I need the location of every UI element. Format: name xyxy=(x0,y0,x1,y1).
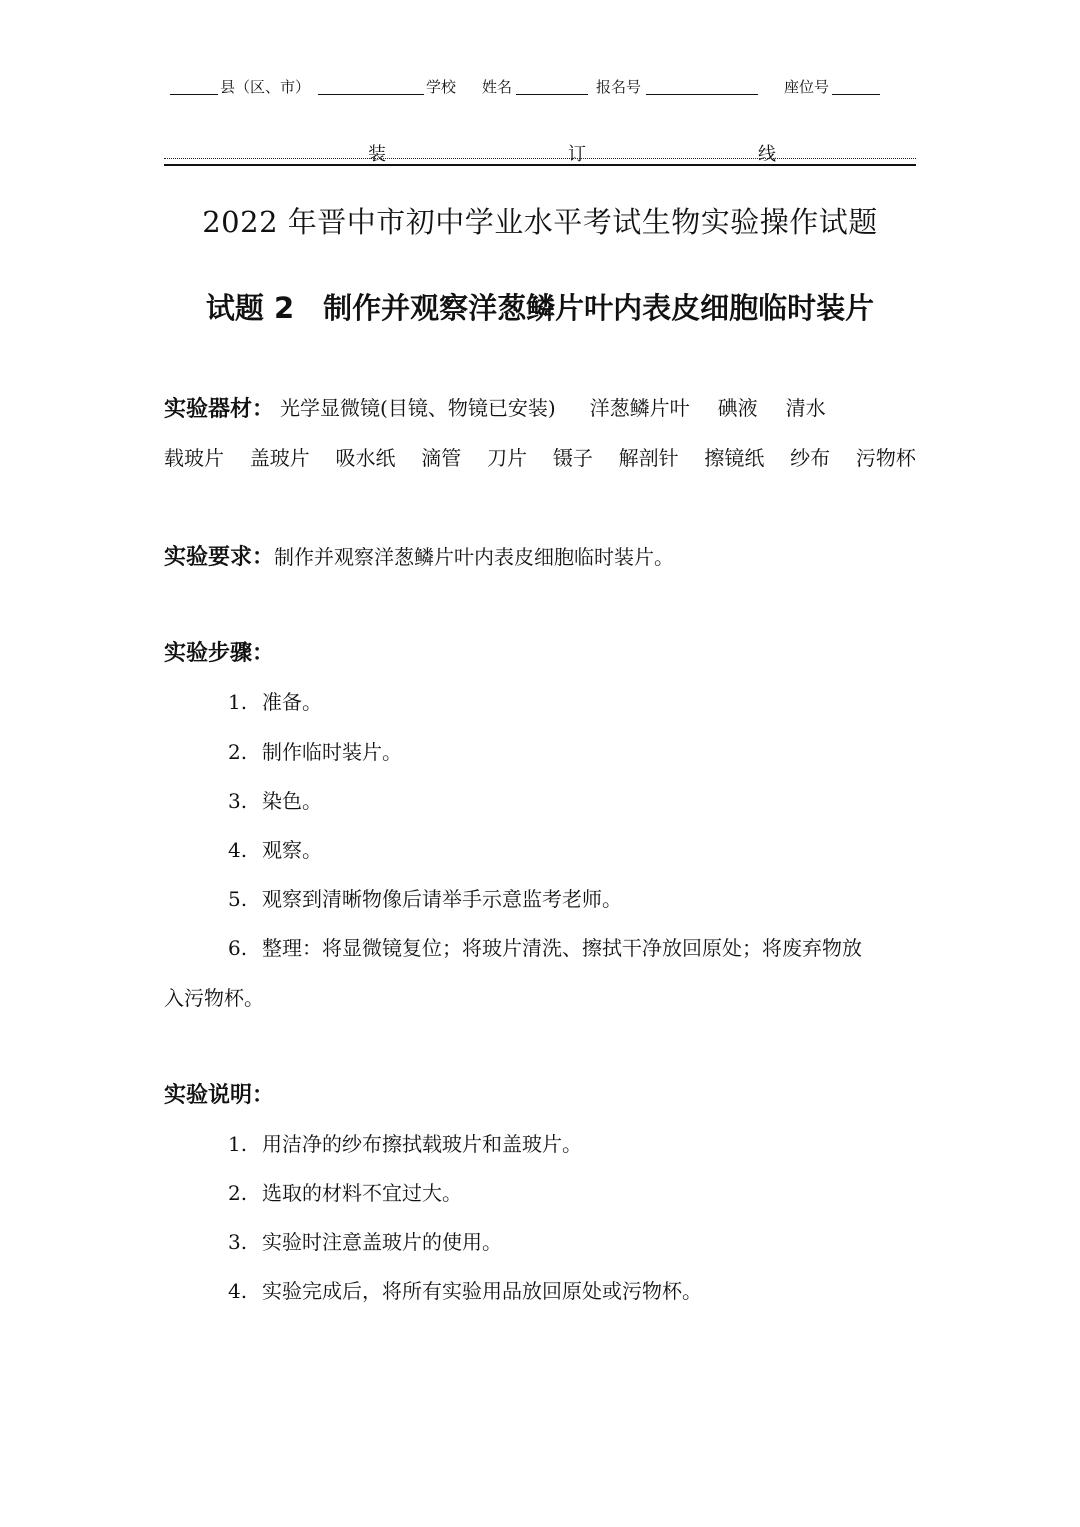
material-item: 镊子 xyxy=(552,446,593,470)
note-item xyxy=(228,1226,502,1255)
step-number: 2. xyxy=(228,740,248,764)
requirement-text: 制作并观察洋葱鳞片叶内表皮细胞临时装片。 xyxy=(274,545,675,569)
note-item xyxy=(228,1177,462,1206)
county-label: 县（区、市） xyxy=(220,78,311,96)
step-item xyxy=(228,932,862,961)
materials-line-1 xyxy=(164,392,916,423)
step-number: 3. xyxy=(228,789,248,813)
note-text: 实验时注意盖玻片的使用。 xyxy=(262,1230,502,1254)
binding-line-words xyxy=(164,140,916,164)
note-item xyxy=(228,1128,582,1157)
seat-no-blank xyxy=(832,94,880,95)
step-item xyxy=(228,883,622,912)
binding-word: 订 xyxy=(568,144,586,165)
material-item: 光学显微镜(目镜、物镜已安装) xyxy=(280,396,556,420)
step-text: 染色。 xyxy=(262,789,322,813)
step-item xyxy=(228,785,322,814)
step-number: 6. xyxy=(228,936,248,960)
binding-dotted-line xyxy=(164,158,916,159)
county-blank xyxy=(170,94,218,95)
step-item xyxy=(228,736,402,765)
reg-no-label: 报名号 xyxy=(596,78,642,96)
step-continuation: 入污物杯。 xyxy=(164,986,264,1010)
material-item: 载玻片 xyxy=(164,446,224,470)
material-item: 纱布 xyxy=(790,446,831,470)
header-rule xyxy=(164,164,916,166)
material-item: 洋葱鳞片叶 xyxy=(589,396,690,420)
name-blank xyxy=(516,94,588,95)
material-item: 吸水纸 xyxy=(335,446,396,470)
step-number: 5. xyxy=(228,887,248,911)
steps-label: 实验步骤： xyxy=(164,641,275,666)
step-text: 观察。 xyxy=(262,838,322,862)
material-item: 刀片 xyxy=(487,446,528,470)
reg-no-blank xyxy=(646,94,758,95)
material-item: 滴管 xyxy=(421,446,462,470)
step-number: 1. xyxy=(228,690,248,714)
material-item: 解剖针 xyxy=(618,446,679,470)
material-item: 擦镜纸 xyxy=(704,446,765,470)
material-item: 盖玻片 xyxy=(249,446,310,470)
note-number: 1. xyxy=(228,1132,248,1156)
note-number: 4. xyxy=(228,1279,248,1303)
name-label: 姓名 xyxy=(482,78,513,96)
material-item: 清水 xyxy=(785,396,826,420)
step-item xyxy=(228,686,322,715)
material-item: 碘液 xyxy=(717,396,758,420)
requirement-section xyxy=(164,540,916,571)
note-text: 用洁净的纱布擦拭载玻片和盖玻片。 xyxy=(262,1132,582,1156)
material-item: 污物杯 xyxy=(855,446,916,470)
step-text: 观察到清晰物像后请举手示意监考老师。 xyxy=(262,887,622,911)
notes-label: 实验说明： xyxy=(164,1083,275,1108)
school-blank xyxy=(318,94,424,95)
step-text: 准备。 xyxy=(262,690,322,714)
page-subtitle: 试题 2 制作并观察洋葱鳞片叶内表皮细胞临时装片 xyxy=(205,291,875,325)
note-text: 实验完成后，将所有实验用品放回原处或污物杯。 xyxy=(262,1279,702,1303)
school-label: 学校 xyxy=(426,78,457,96)
note-number: 3. xyxy=(228,1230,248,1254)
binding-word: 线 xyxy=(758,144,776,165)
binding-word: 装 xyxy=(368,144,386,165)
step-item xyxy=(228,834,322,863)
requirement-label: 实验要求： xyxy=(164,545,275,570)
seat-no-label: 座位号 xyxy=(784,78,830,96)
materials-line-2 xyxy=(164,442,916,471)
step-text: 制作临时装片。 xyxy=(262,740,402,764)
materials-label: 实验器材： xyxy=(164,397,275,422)
page-title: 2022 年晋中市初中学业水平考试生物实验操作试题 xyxy=(202,205,878,239)
step-text: 整理：将显微镜复位；将玻片清洗、擦拭干净放回原处；将废弃物放 xyxy=(262,936,862,960)
note-text: 选取的材料不宜过大。 xyxy=(262,1181,462,1205)
note-item xyxy=(228,1275,702,1304)
note-number: 2. xyxy=(228,1181,248,1205)
step-number: 4. xyxy=(228,838,248,862)
